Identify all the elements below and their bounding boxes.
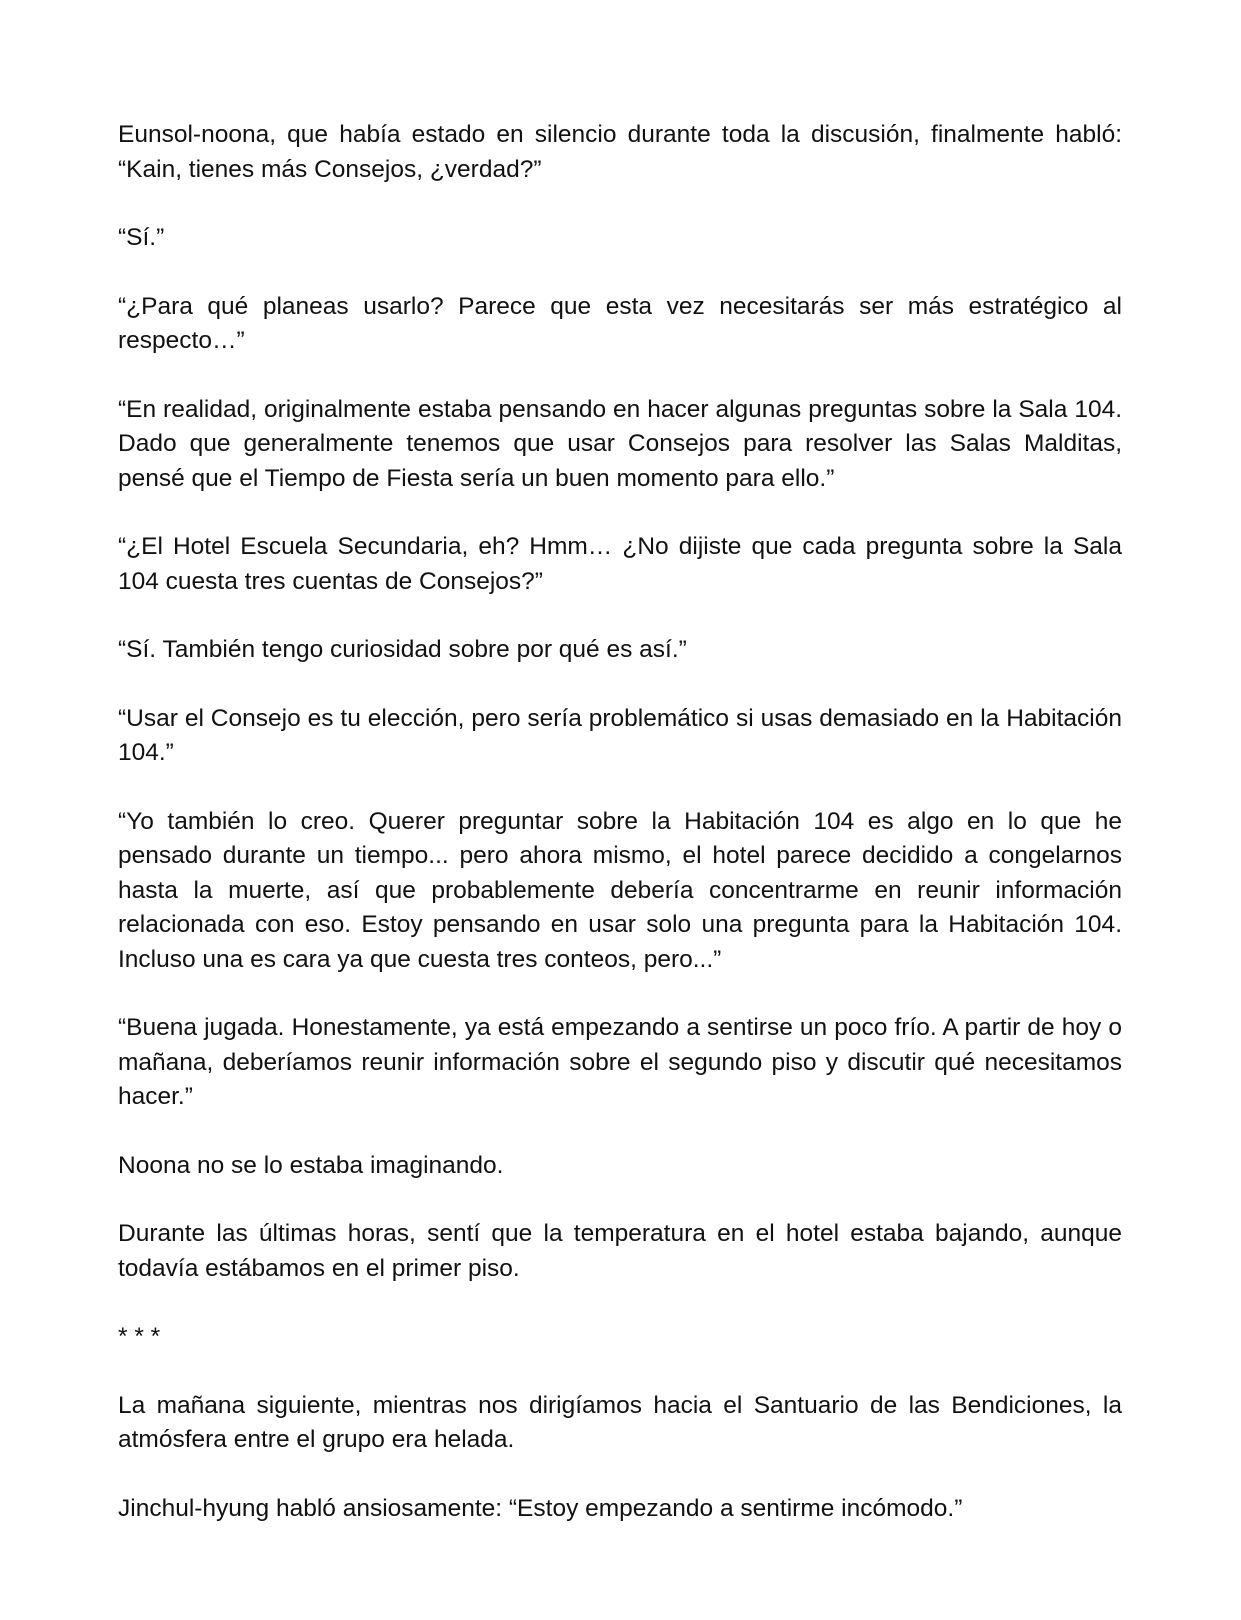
paragraph-5: “¿El Hotel Escuela Secundaria, eh? Hmm… ¿No dijiste que cada pregunta sobre la Sala 104 cuesta tres cuentas de Consejos?” bbox=[118, 533, 1122, 595]
document-body bbox=[118, 118, 1122, 1560]
paragraph-2: “Sí.” bbox=[118, 224, 165, 251]
paragraph-8: “Yo también lo creo. Querer preguntar sobre la Habitación 104 es algo en lo que he pensado durante un tiempo... pero ahora mismo, el hotel parece decidido a congelarnos hasta la muerte, así que probablemente debería concentrarme en reunir información relacionada con eso. Estoy pensando en usar solo una pregunta para la Habitación 104. Incluso una es cara ya que cuesta tres conteos, pero...” bbox=[118, 807, 1122, 973]
paragraph-7: “Usar el Consejo es tu elección, pero sería problemático si usas demasiado en la Habitación 104.” bbox=[118, 704, 1122, 766]
paragraph-9: “Buena jugada. Honestamente, ya está empezando a sentirse un poco frío. A partir de hoy o mañana, deberíamos reunir información sobre el segundo piso y discutir qué necesitamos hacer.” bbox=[118, 1014, 1122, 1110]
paragraph-4: “En realidad, originalmente estaba pensando en hacer algunas preguntas sobre la Sala 104. Dado que generalmente tenemos que usar Consejos para resolver las Salas Malditas, pensé que el Tiempo de Fiesta sería un buen momento para ello.” bbox=[118, 395, 1122, 492]
paragraph-10: Noona no se lo estaba imaginando. bbox=[118, 1151, 504, 1179]
paragraph-1: Eunsol-noona, que había estado en silencio durante toda la discusión, finalmente habló: “Kain, tienes más Consejos, ¿verdad?” bbox=[118, 121, 1122, 183]
scene-break: * * * bbox=[118, 1323, 161, 1350]
paragraph-6: “Sí. También tengo curiosidad sobre por qué es así.” bbox=[118, 636, 687, 663]
paragraph-13: Jinchul-hyung habló ansiosamente: “Estoy empezando a sentirme incómodo.” bbox=[118, 1494, 963, 1522]
paragraph-12: La mañana siguiente, mientras nos dirigíamos hacia el Santuario de las Bendiciones, la atmósfera entre el grupo era helada. bbox=[118, 1391, 1122, 1453]
paragraph-11: Durante las últimas horas, sentí que la temperatura en el hotel estaba bajando, aunque todavía estábamos en el primer piso. bbox=[118, 1220, 1122, 1282]
paragraph-3: “¿Para qué planeas usarlo? Parece que esta vez necesitarás ser más estratégico al respecto…” bbox=[118, 292, 1122, 354]
